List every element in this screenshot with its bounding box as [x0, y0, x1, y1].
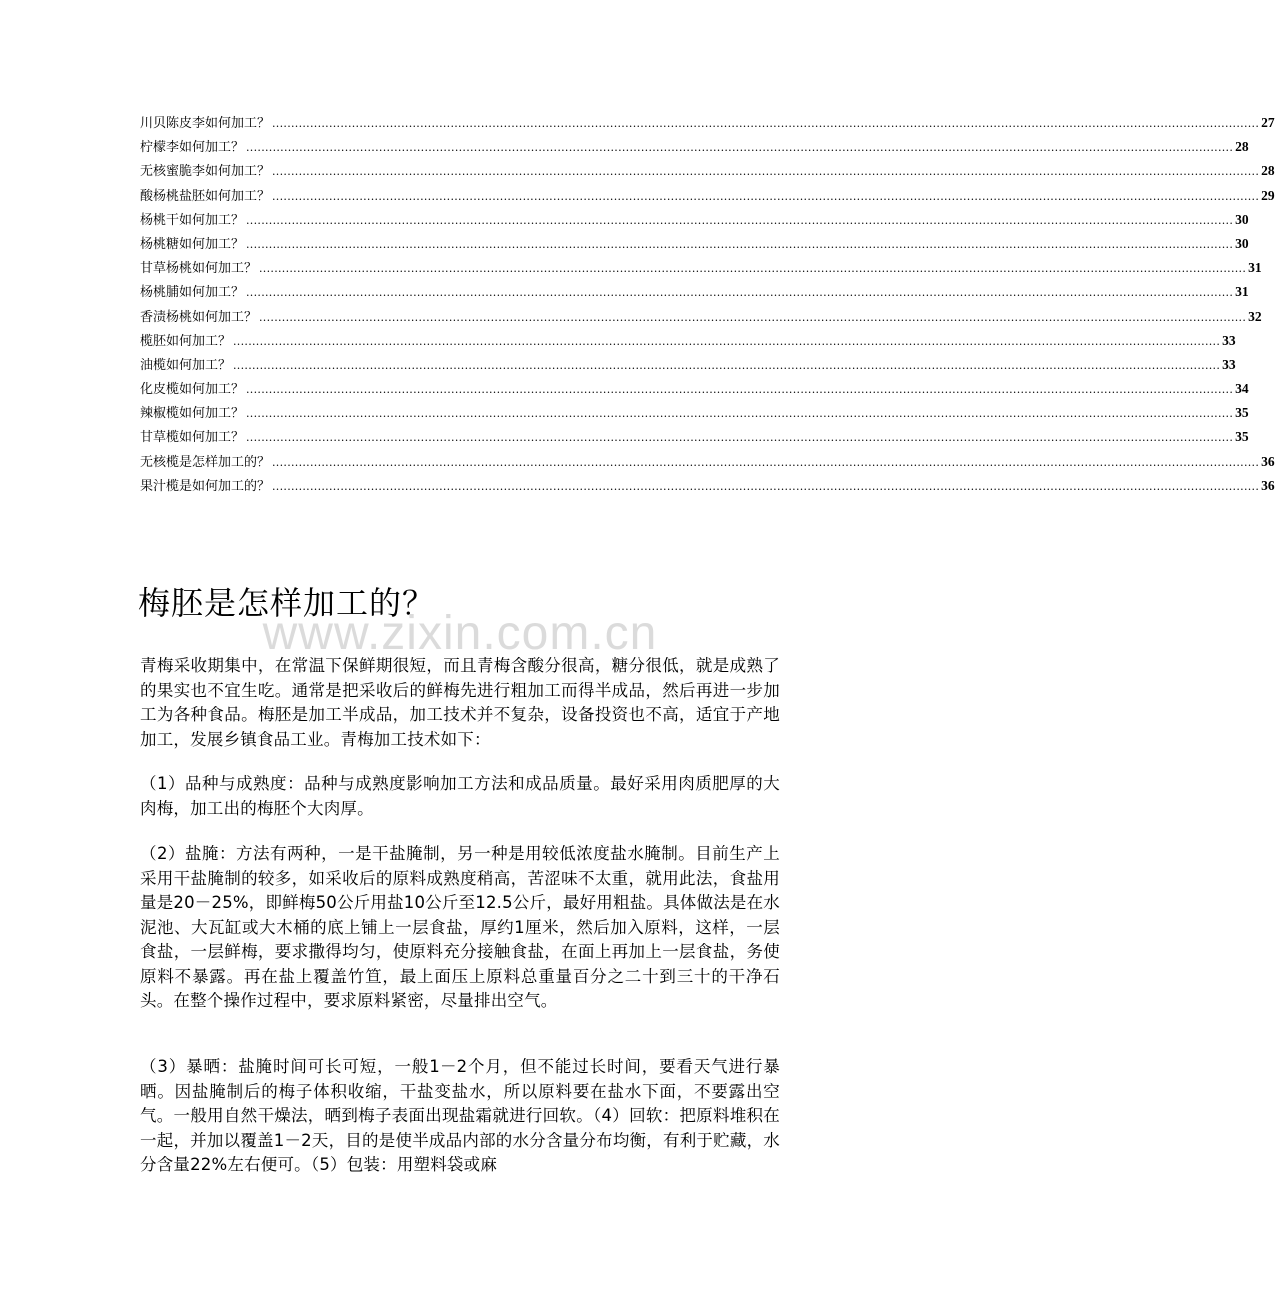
toc-entry-page-number: 27	[1261, 115, 1275, 130]
toc-entry[interactable]	[140, 136, 1249, 160]
toc-entry-page-number: 36	[1261, 477, 1275, 493]
toc-entry[interactable]	[140, 402, 1249, 426]
toc-dot-leader: ....................................................................................................................................................................................................................................................................	[246, 237, 1234, 251]
toc-entry-page-number: 31	[1248, 260, 1262, 276]
toc-entry-title: 甘草榄如何加工？	[140, 430, 245, 446]
table-of-contents	[140, 112, 1275, 499]
toc-dot-leader: ....................................................................................................................................................................................................................................................................	[246, 141, 1234, 155]
toc-entry-title: 柠檬李如何加工？	[140, 140, 245, 156]
toc-dot-leader: ....................................................................................................................................................................................................................................................................	[233, 334, 1221, 348]
paragraph-intro: 青梅采收期集中，在常温下保鲜期很短，而且青梅含酸分很高，糖分很低，就是成熟了的果实也不宜生吃。通常是把采收后的鲜梅先进行粗加工而得半成品，然后再进一步加工为各种食品。梅胚是加工半成品，加工技术并不复杂，设备投资也不高，适宜于产地加工，发展乡镇食品工业。青梅加工技术如下：	[140, 656, 780, 749]
toc-dot-leader: ....................................................................................................................................................................................................................................................................	[272, 479, 1260, 493]
toc-entry-page-number: 33	[1222, 356, 1236, 372]
toc-entry[interactable]	[140, 281, 1249, 305]
toc-entry-title: 无核蜜脆李如何加工？	[140, 164, 271, 180]
toc-entry-page-number: 33	[1222, 332, 1236, 348]
toc-entry[interactable]	[140, 257, 1262, 281]
toc-entry-title: 川贝陈皮李如何加工？	[140, 116, 271, 131]
toc-dot-leader: ....................................................................................................................................................................................................................................................................	[246, 407, 1234, 421]
toc-entry-title: 榄胚如何加工？	[140, 333, 232, 349]
paragraph-drying: （3）暴晒：盐腌时间可长可短，一般1－2个月，但不能过长时间，要看天气进行暴晒。因盐腌制后的梅子体积收缩，干盐变盐水，所以原料要在盐水下面，不要露出空气。一般用自然干燥法，晒到梅子表面出现盐霜就进行回软。（4）回软：把原料堆积在一起，并加以覆盖1－2天，目的是使半成品内部的水分含量分布均衡，有利于贮藏，水分含量22%左右便可。（5）包装：用塑料袋或麻	[140, 1057, 780, 1174]
toc-entry-title: 果汁榄是如何加工的？	[140, 478, 271, 494]
toc-entry-page-number: 30	[1235, 211, 1249, 227]
toc-dot-leader: ....................................................................................................................................................................................................................................................................	[246, 286, 1234, 300]
toc-entry[interactable]	[140, 112, 1275, 136]
toc-entry-page-number: 31	[1235, 284, 1249, 300]
toc-entry-page-number: 29	[1261, 187, 1275, 203]
toc-entry-title: 杨桃干如何加工？	[140, 212, 245, 228]
toc-entry[interactable]	[140, 209, 1249, 233]
toc-entry-title: 化皮榄如何加工？	[140, 382, 245, 398]
toc-entry-title: 无核榄是怎样加工的？	[140, 454, 271, 470]
toc-dot-leader: ....................................................................................................................................................................................................................................................................	[259, 262, 1247, 276]
toc-entry[interactable]	[140, 185, 1275, 209]
toc-entry[interactable]	[140, 233, 1249, 257]
toc-dot-leader: ....................................................................................................................................................................................................................................................................	[272, 455, 1260, 469]
toc-entry[interactable]	[140, 451, 1275, 475]
toc-dot-leader: ....................................................................................................................................................................................................................................................................	[272, 117, 1260, 130]
paragraph-variety: （1）品种与成熟度：品种与成熟度影响加工方法和成品质量。最好采用肉质肥厚的大肉梅，加工出的梅胚个大肉厚。	[140, 774, 780, 818]
toc-entry-title: 香渍杨桃如何加工？	[140, 309, 258, 325]
toc-dot-leader: ....................................................................................................................................................................................................................................................................	[246, 213, 1234, 227]
section-heading: 梅胚是怎样加工的？	[138, 584, 436, 622]
toc-entry-page-number: 35	[1235, 429, 1249, 445]
toc-entry-page-number: 28	[1261, 163, 1275, 179]
toc-entry-title: 辣椒榄如何加工？	[140, 406, 245, 422]
toc-dot-leader: ....................................................................................................................................................................................................................................................................	[233, 358, 1221, 372]
toc-dot-leader: ....................................................................................................................................................................................................................................................................	[272, 189, 1260, 203]
toc-entry[interactable]	[140, 306, 1262, 330]
toc-entry[interactable]	[140, 426, 1249, 450]
toc-entry-page-number: 36	[1261, 453, 1275, 469]
toc-entry[interactable]	[140, 378, 1249, 402]
toc-entry[interactable]	[140, 475, 1275, 499]
toc-entry-title: 杨桃糖如何加工？	[140, 236, 245, 252]
toc-dot-leader: ....................................................................................................................................................................................................................................................................	[272, 165, 1260, 179]
paragraph-salting: （2）盐腌：方法有两种，一是干盐腌制，另一种是用较低浓度盐水腌制。目前生产上采用干盐腌制的较多，如采收后的原料成熟度稍高，苦涩味不太重，就用此法，食盐用量是20－25%，即鲜梅50公斤用盐10公斤至12.5公斤，最好用粗盐。具体做法是在水泥池、大瓦缸或大木桶的底上铺上一层食盐，厚约1厘米，然后加入原料，这样，一层食盐，一层鲜梅，要求撒得均匀，使原料充分接触食盐，在面上再加上一层食盐，务使原料不暴露。再在盐上覆盖竹笪，最上面压上原料总重量百分之二十到三十的干净石头。在整个操作过程中，要求原料紧密，尽量排出空气。	[140, 844, 780, 1010]
toc-entry-title: 油榄如何加工？	[140, 357, 232, 373]
toc-entry-page-number: 34	[1235, 381, 1249, 397]
toc-entry-page-number: 30	[1235, 235, 1249, 251]
toc-entry[interactable]	[140, 330, 1236, 354]
toc-entry[interactable]	[140, 160, 1275, 184]
toc-entry-page-number: 35	[1235, 405, 1249, 421]
watermark: www.zixin.com.cn	[262, 607, 658, 660]
toc-entry[interactable]	[140, 354, 1236, 378]
toc-dot-leader: ....................................................................................................................................................................................................................................................................	[246, 431, 1234, 445]
toc-entry-title: 甘草杨桃如何加工？	[140, 261, 258, 277]
toc-entry-title: 酸杨桃盐胚如何加工？	[140, 188, 271, 204]
toc-entry-page-number: 28	[1235, 139, 1249, 155]
toc-entry-title: 杨桃脯如何加工？	[140, 285, 245, 301]
toc-entry-page-number: 32	[1248, 308, 1262, 324]
toc-dot-leader: ....................................................................................................................................................................................................................................................................	[259, 310, 1247, 324]
toc-dot-leader: ....................................................................................................................................................................................................................................................................	[246, 383, 1234, 397]
